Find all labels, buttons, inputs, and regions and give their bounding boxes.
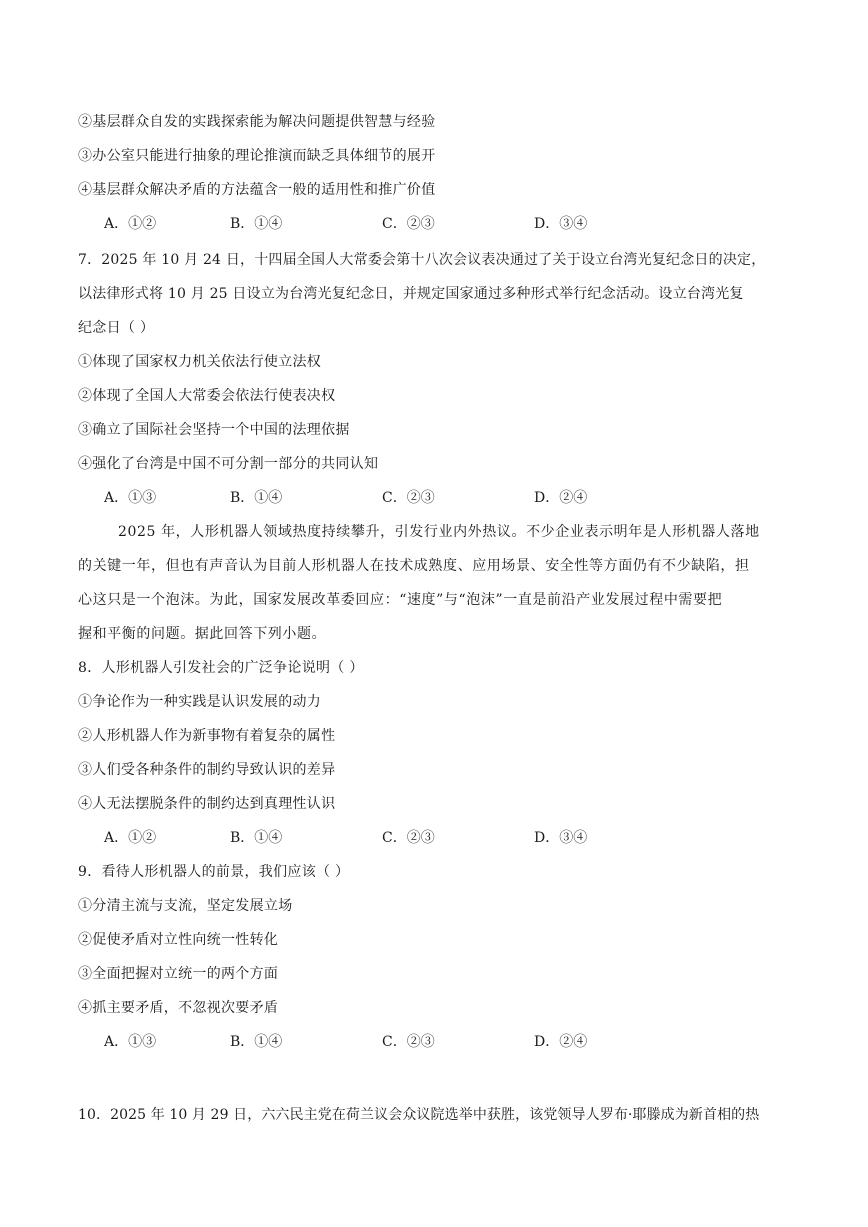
q7-item-3: ③确立了国际社会坚持一个中国的法理依据 bbox=[78, 422, 350, 438]
q7-option-b: B．①④ bbox=[230, 490, 283, 506]
q6-option-c: C．②③ bbox=[382, 216, 435, 232]
q8-item-3: ③人们受各种条件的制约导致认识的差异 bbox=[78, 762, 336, 778]
q8-item-4: ④人无法摆脱条件的制约达到真理性认识 bbox=[78, 796, 336, 812]
q9-item-2: ②促使矛盾对立性向统一性转化 bbox=[78, 932, 279, 948]
q9-option-c: C．②③ bbox=[382, 1034, 435, 1050]
material-line-2: 的关键一年，但也有声音认为目前人形机器人在技术成熟度、应用场景、安全性等方面仍有不少缺陷，担 bbox=[78, 558, 750, 574]
q6-option-d: D．③④ bbox=[534, 216, 588, 232]
q7-stem-line-1: 7．2025 年 10 月 24 日，十四届全国人大常委会第十八次会议表决通过了关于设立台湾光复纪念日的决定， bbox=[78, 252, 766, 268]
q7-stem-line-2: 以法律形式将 10 月 25 日设立为台湾光复纪念日，并规定国家通过多种形式举行纪念活动。设立台湾光复 bbox=[78, 286, 744, 302]
material-text-1: 2025 年，人形机器人领域热度持续攀升，引发行业内外热议。不少企业表示明年是人形机器人落地 bbox=[118, 524, 760, 540]
q8-stem: 8．人形机器人引发社会的广泛争论说明（ ） bbox=[78, 660, 364, 676]
q6-item-2: ②基层群众自发的实践探索能为解决问题提供智慧与经验 bbox=[78, 114, 436, 130]
q8-item-2: ②人形机器人作为新事物有着复杂的属性 bbox=[78, 728, 336, 744]
q6-item-3: ③办公室只能进行抽象的理论推演而缺乏具体细节的展开 bbox=[78, 148, 436, 164]
q6-option-a: A．①② bbox=[104, 216, 157, 232]
q9-stem: 9．看待人形机器人的前景，我们应该（ ） bbox=[78, 864, 350, 880]
q8-item-1: ①争论作为一种实践是认识发展的动力 bbox=[78, 694, 322, 710]
material-line-3: 心这只是一个泡沫。为此，国家发展改革委回应：“速度”与“泡沫”一直是前沿产业发展过程中需要把 bbox=[78, 592, 723, 608]
q7-option-c: C．②③ bbox=[382, 490, 435, 506]
q8-option-d: D．③④ bbox=[534, 830, 588, 846]
q9-item-3: ③全面把握对立统一的两个方面 bbox=[78, 966, 279, 982]
q7-option-d: D．②④ bbox=[534, 490, 588, 506]
q8-option-c: C．②③ bbox=[382, 830, 435, 846]
material-line-1 bbox=[78, 522, 790, 542]
q9-item-4: ④抓主要矛盾，不忽视次要矛盾 bbox=[78, 1000, 279, 1016]
q8-option-a: A．①② bbox=[104, 830, 157, 846]
q9-option-a: A．①③ bbox=[104, 1034, 157, 1050]
q9-option-b: B．①④ bbox=[230, 1034, 283, 1050]
q7-item-4: ④强化了台湾是中国不可分割一部分的共同认知 bbox=[78, 456, 379, 472]
q9-item-1: ①分清主流与支流，坚定发展立场 bbox=[78, 898, 293, 914]
q7-option-a: A．①③ bbox=[104, 490, 157, 506]
q8-option-b: B．①④ bbox=[230, 830, 283, 846]
q6-option-b: B．①④ bbox=[230, 216, 283, 232]
q7-stem-line-3: 纪念日（ ） bbox=[78, 320, 155, 336]
q10-stem: 10．2025 年 10 月 29 日，六六民主党在荷兰议会众议院选举中获胜，该党领导人罗布·耶滕成为新首相的热 bbox=[78, 1107, 760, 1123]
q7-item-2: ②体现了全国人大常委会依法行使表决权 bbox=[78, 388, 336, 404]
q9-option-d: D．②④ bbox=[534, 1034, 588, 1050]
q7-item-1: ①体现了国家权力机关依法行使立法权 bbox=[78, 354, 322, 370]
material-line-4: 握和平衡的问题。据此回答下列小题。 bbox=[78, 626, 327, 642]
q6-item-4: ④基层群众解决矛盾的方法蕴含一般的适用性和推广价值 bbox=[78, 182, 436, 198]
